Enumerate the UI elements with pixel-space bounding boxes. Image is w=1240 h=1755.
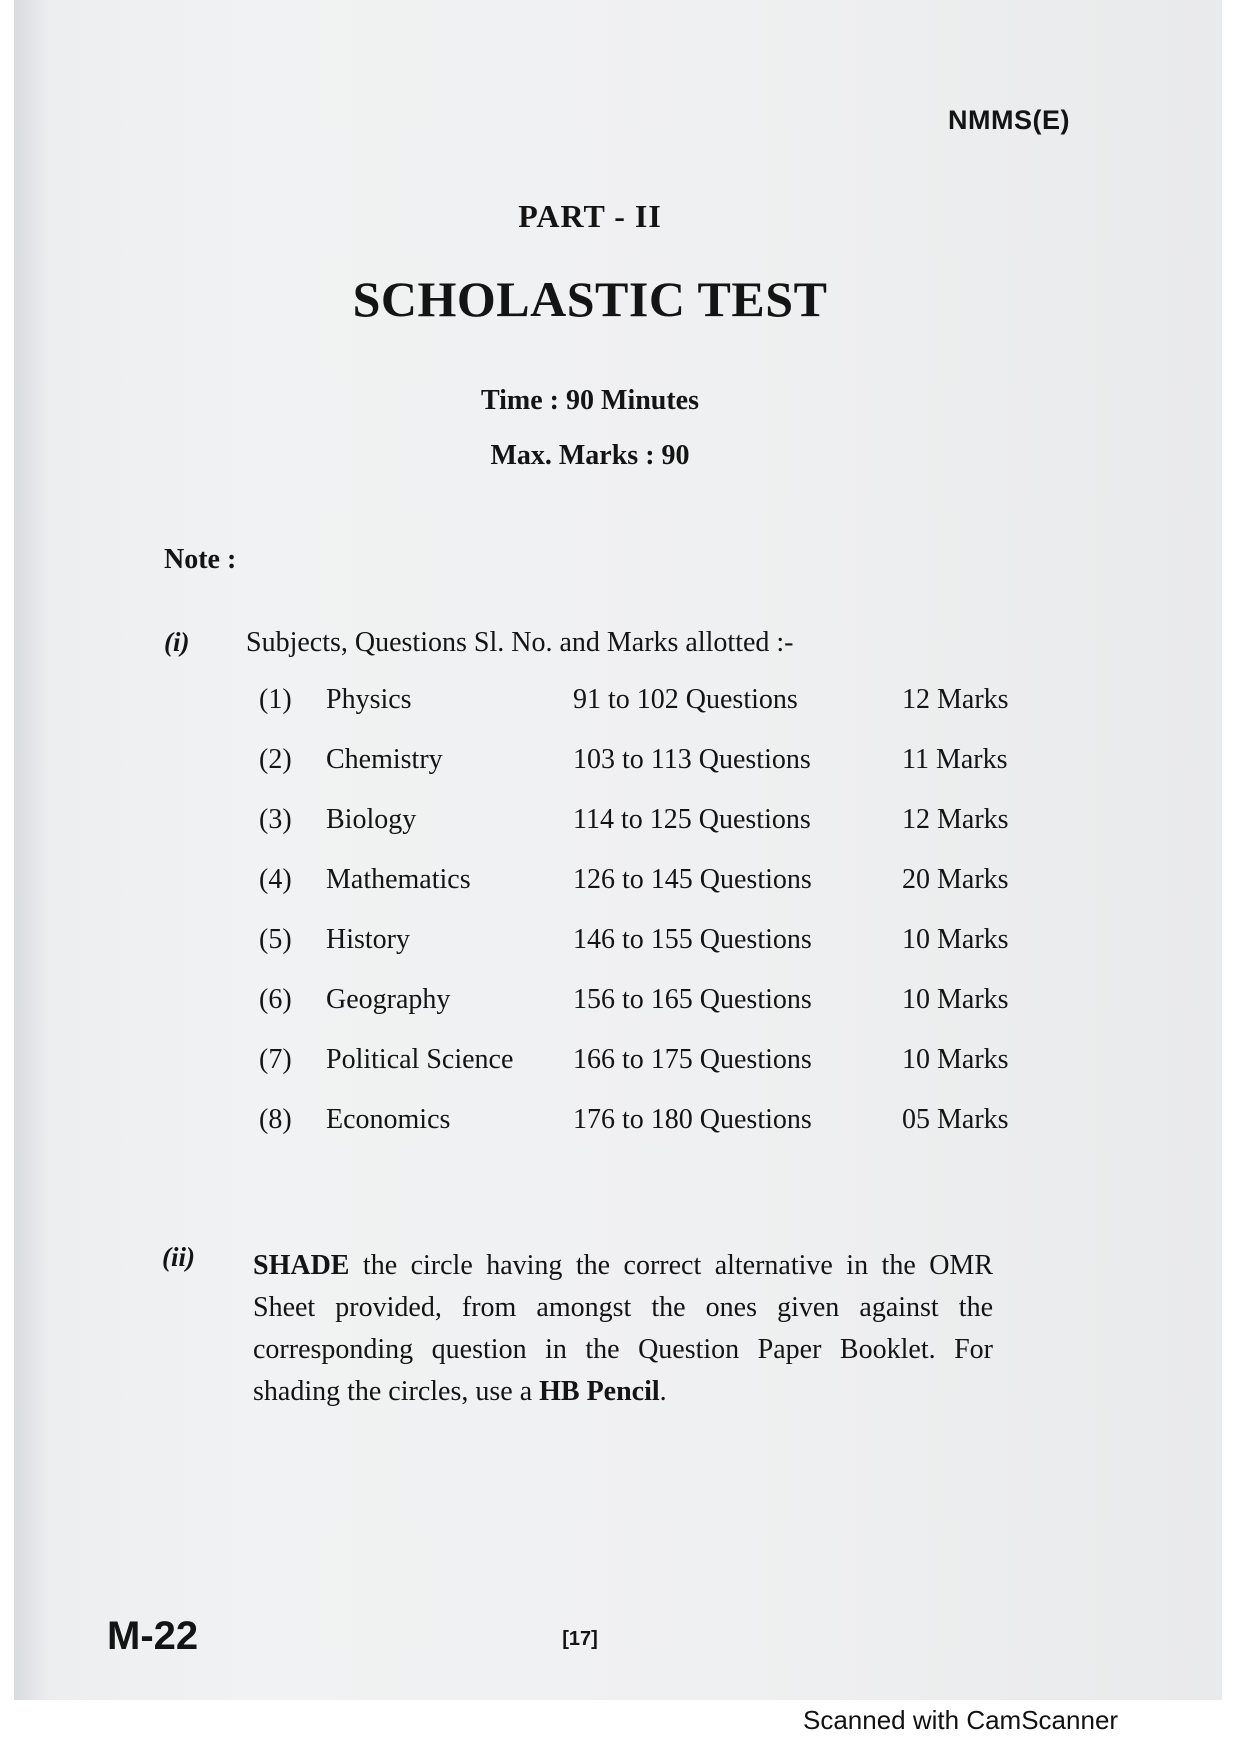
question-range: 114 to 125 Questions	[573, 804, 811, 835]
question-range: 156 to 165 Questions	[573, 984, 812, 1015]
subject-row	[0, 804, 1240, 844]
shade-emphasis: SHADE	[253, 1250, 350, 1281]
scanned-page	[14, 0, 1222, 1700]
subject-name: Mathematics	[326, 864, 471, 895]
question-range: 126 to 145 Questions	[573, 864, 812, 895]
subject-marks: 11 Marks	[902, 744, 1008, 775]
question-range: 146 to 155 Questions	[573, 924, 812, 955]
subject-number: (2)	[259, 744, 292, 775]
subject-name: Geography	[326, 984, 451, 1015]
subject-number: (8)	[259, 1104, 292, 1135]
subject-name: Biology	[326, 804, 417, 835]
subject-name: Economics	[326, 1104, 451, 1135]
note-ii-paragraph	[253, 1245, 993, 1413]
subject-name: Chemistry	[326, 744, 443, 775]
subject-marks: 12 Marks	[902, 804, 1009, 835]
part-heading: PART - II	[518, 198, 662, 234]
subject-number: (1)	[259, 684, 292, 715]
paper-code: NMMS(E)	[948, 105, 1070, 135]
max-marks: Max. Marks : 90	[490, 440, 690, 471]
subject-number: (7)	[259, 1044, 292, 1075]
subject-marks: 10 Marks	[902, 924, 1009, 955]
subject-marks: 10 Marks	[902, 1044, 1009, 1075]
subject-row	[0, 684, 1240, 724]
subject-number: (5)	[259, 924, 292, 955]
question-range: 103 to 113 Questions	[573, 744, 811, 775]
time-allowed: Time : 90 Minutes	[480, 385, 700, 416]
subject-row	[0, 924, 1240, 964]
subject-name: History	[326, 924, 410, 955]
page-number: [17]	[562, 1628, 598, 1650]
subject-marks: 05 Marks	[902, 1104, 1009, 1135]
question-range: 176 to 180 Questions	[573, 1104, 812, 1135]
subject-name: Physics	[326, 684, 412, 715]
subject-row	[0, 1044, 1240, 1084]
note-ii-text: the circle having the correct alternative in the OMR Sheet provided, from amongst the ones given against the corresponding question in the Question Paper Booklet. For shading the circles, use a	[253, 1250, 993, 1407]
subject-number: (3)	[259, 804, 292, 835]
scanner-watermark: Scanned with CamScanner	[803, 1705, 1119, 1735]
note-marker-ii: (ii)	[162, 1242, 195, 1272]
subject-number: (6)	[259, 984, 292, 1015]
note-marker-i: (i)	[164, 627, 190, 657]
hb-pencil-emphasis: HB Pencil	[539, 1376, 660, 1407]
subject-marks: 10 Marks	[902, 984, 1009, 1015]
note-ii-end: .	[659, 1376, 667, 1407]
test-title: SCHOLASTIC TEST	[352, 271, 828, 327]
note-label: Note :	[164, 544, 237, 575]
subject-row	[0, 744, 1240, 784]
note-i-text: Subjects, Questions Sl. No. and Marks allotted :-	[246, 627, 794, 658]
subject-number: (4)	[259, 864, 292, 895]
footer-code: M-22	[107, 1614, 199, 1658]
subject-row	[0, 864, 1240, 904]
subject-name: Political Science	[326, 1044, 514, 1075]
question-range: 91 to 102 Questions	[573, 684, 798, 715]
subject-row	[0, 984, 1240, 1024]
question-range: 166 to 175 Questions	[573, 1044, 812, 1075]
subject-row	[0, 1104, 1240, 1144]
subject-marks: 20 Marks	[902, 864, 1009, 895]
subject-marks: 12 Marks	[902, 684, 1009, 715]
